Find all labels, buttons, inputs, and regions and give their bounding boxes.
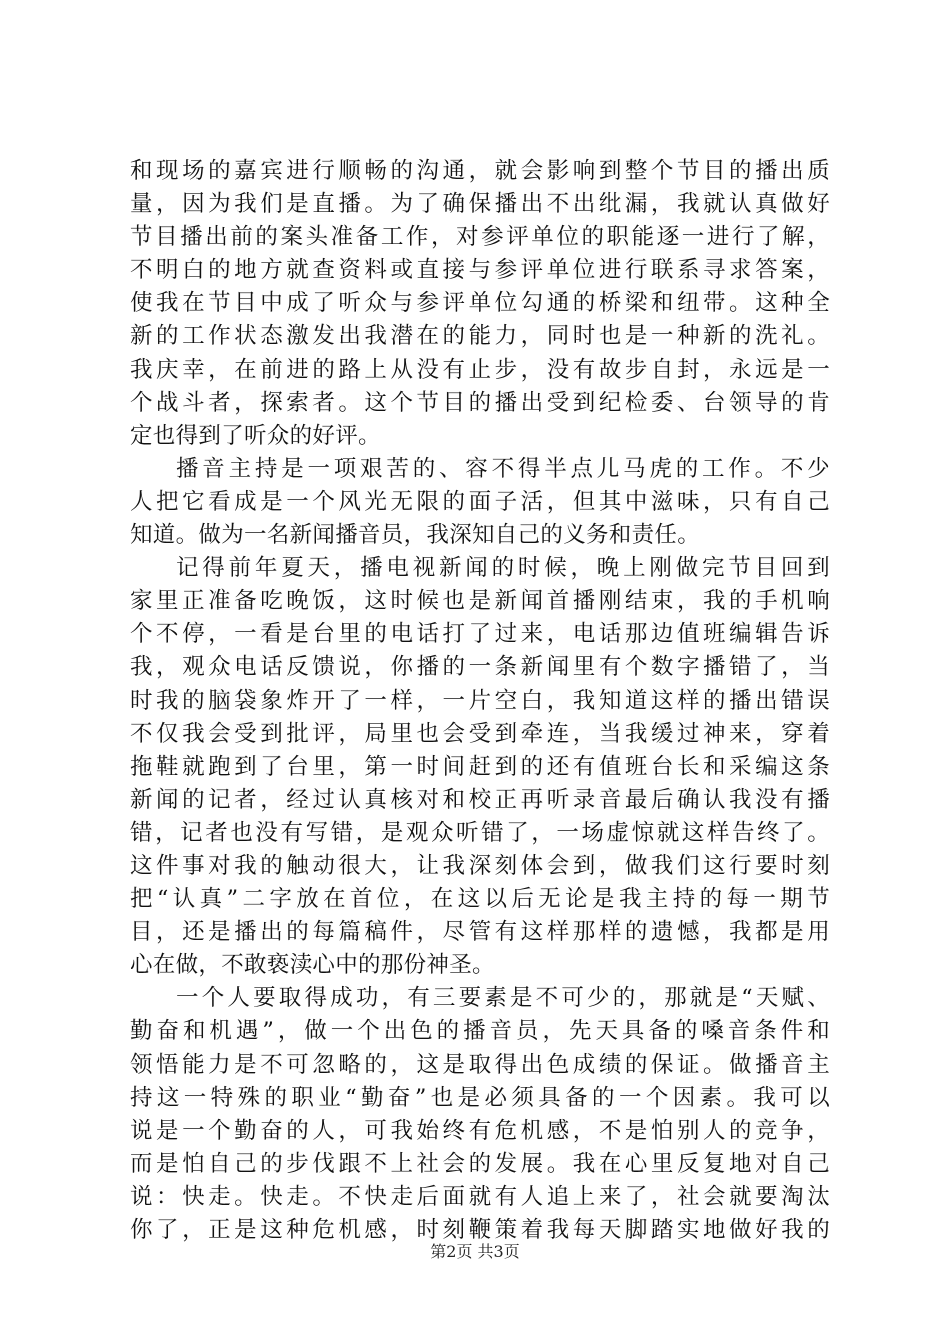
text-line: 量，因为我们是直播。为了确保播出不出纰漏，我就认真做好 [130,191,830,218]
text-line: 领悟能力是不可忽略的，这是取得出色成绩的保证。做播音主 [130,1051,830,1078]
text-line: 知道。做为一名新闻播音员，我深知自己的义务和责任。 [130,522,701,549]
text-line: 不明白的地方就查资料或直接与参评单位进行联系寻求答案， [130,257,830,284]
text-line: 不仅我会受到批评，局里也会受到牵连，当我缓过神来，穿着 [130,720,830,747]
text-line: 个不停，一看是台里的电话打了过来，电话那边值班编辑告诉 [130,621,830,648]
text-line: 把“认真”二字放在首位，在这以后无论是我主持的每一期节 [130,886,830,913]
text-line: 播音主持是一项艰苦的、容不得半点儿马虎的工作。不少 [176,455,830,482]
text-line: 节目播出前的案头准备工作，对参评单位的职能逐一进行了解， [130,224,830,251]
text-line: 持这一特殊的职业“勤奋”也是必须具备的一个因素。我可以 [130,1084,830,1111]
text-line: 说是一个勤奋的人，可我始终有危机感，不是怕别人的竞争， [130,1117,830,1144]
text-line: 说：快走。快走。不快走后面就有人追上来了，社会就要淘汰 [130,1183,830,1210]
text-line: 一个人要取得成功，有三要素是不可少的，那就是“天赋、 [176,985,830,1012]
text-line: 这件事对我的触动很大，让我深刻体会到，做我们这行要时刻 [130,852,830,879]
text-line: 新闻的记者，经过认真核对和校正再听录音最后确认我没有播 [130,786,830,813]
text-line: 目，还是播出的每篇稿件，尽管有这样那样的遗憾，我都是用 [130,919,830,946]
text-line: 错，记者也没有写错，是观众听错了，一场虚惊就这样告终了。 [130,819,830,846]
text-line: 个战斗者，探索者。这个节目的播出受到纪检委、台领导的肯 [130,389,830,416]
text-line: 而是怕自己的步伐跟不上社会的发展。我在心里反复地对自己 [130,1150,830,1177]
text-line: 心在做，不敢亵渎心中的那份神圣。 [130,952,495,979]
text-line: 记得前年夏天，播电视新闻的时候，晚上刚做完节目回到 [176,555,830,582]
page-footer: 第2页 共3页 [430,1242,520,1261]
text-line: 我，观众电话反馈说，你播的一条新闻里有个数字播错了，当 [130,654,830,681]
text-line: 使我在节目中成了听众与参评单位勾通的桥梁和纽带。这种全 [130,290,830,317]
text-line: 新的工作状态激发出我潜在的能力，同时也是一种新的洗礼。 [130,323,830,350]
text-line: 你了，正是这种危机感，时刻鞭策着我每天脚踏实地做好我的 [130,1217,830,1243]
text-line: 我庆幸，在前进的路上从没有止步，没有故步自封，永远是一 [130,356,830,383]
body-text [130,155,830,1247]
text-line: 家里正准备吃晚饭，这时候也是新闻首播刚结束，我的手机响 [130,588,830,615]
text-line: 时我的脑袋象炸开了一样，一片空白，我知道这样的播出错误 [130,687,830,714]
text-line: 拖鞋就跑到了台里，第一时间赶到的还有值班台长和采编这条 [130,753,830,780]
text-line: 定也得到了听众的好评。 [130,422,381,449]
text-line: 勤奋和机遇”，做一个出色的播音员，先天具备的嗓音条件和 [130,1018,830,1045]
text-line: 人把它看成是一个风光无限的面子活，但其中滋味，只有自己 [130,488,830,515]
text-line: 和现场的嘉宾进行顺畅的沟通，就会影响到整个节目的播出质 [130,158,830,184]
